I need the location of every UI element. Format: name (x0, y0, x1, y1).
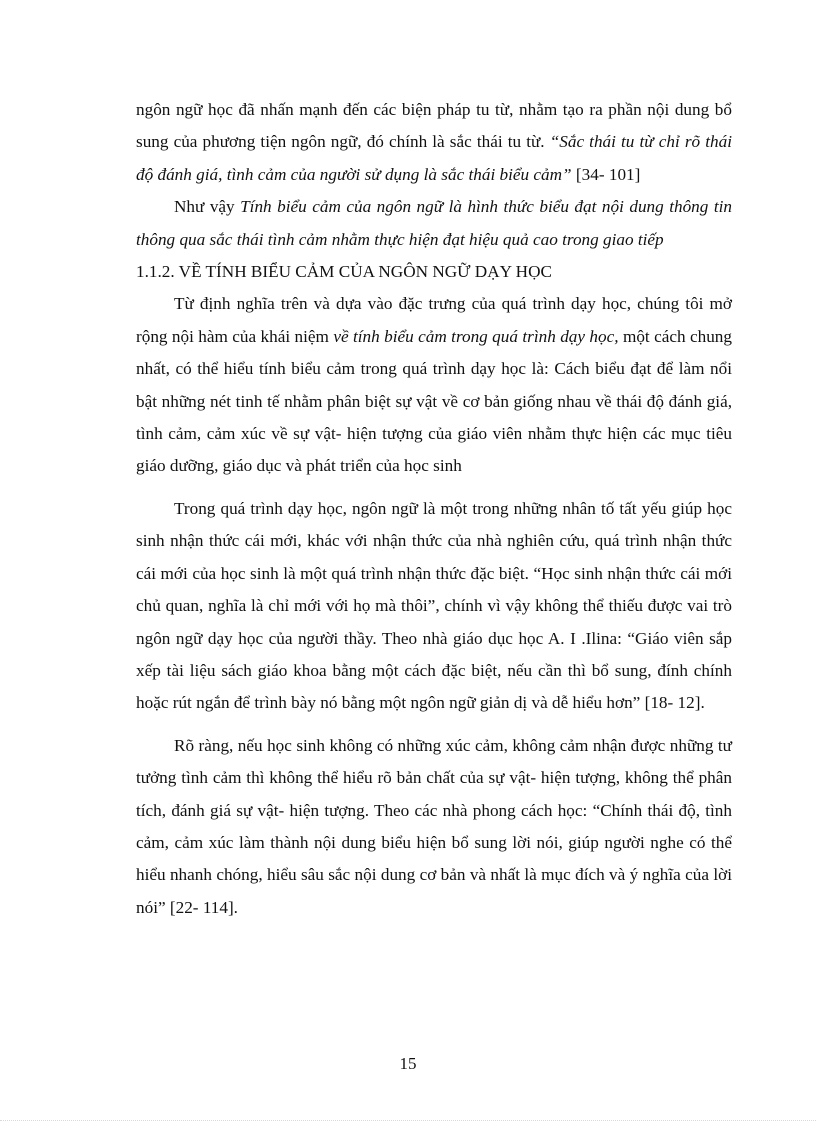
paragraph-3-italic-term: về tính biểu cảm trong quá trình dạy học, (333, 326, 619, 346)
paragraph-3-continuation: một cách chung nhất, có thể hiểu tính biểu cảm trong quá trình dạy học là: Cách biểu đạt để làm nổi bật những nét tinh tế nhằm phân biệt sự vật về cơ bản giống nhau về thái độ đánh giá, tình cảm, cảm xúc về sự vật- hiện tượng của giáo viên nhằm thực hiện các mục tiêu giáo dưỡng, giáo dục và phát triển của học sinh (136, 326, 732, 476)
paragraph-1-italic-quote: “Sắc thái tu từ chỉ rõ thái độ đánh giá, tình cảm của người sử dụng là sắc thái biểu cảm” (136, 132, 732, 184)
page-bottom-divider (0, 1120, 816, 1121)
paragraph-1-text: ngôn ngữ học đã nhấn mạnh đến các biện pháp tu từ, nhằm tạo ra phần nội dung bổ sung của phương tiện ngôn ngữ, đó chính là sắc thái tu từ. (136, 100, 732, 152)
paragraph-5: Rõ ràng, nếu học sinh không có những xúc cảm, không cảm nhận được những tư tưởng tình cảm thì không thể hiểu rõ bản chất của sự vật- hiện tượng, không thể phân tích, đánh giá sự vật- hiện tượng. Theo các nhà phong cách học: “Chính thái độ, tình cảm, cảm xúc làm thành nội dung biểu hiện bổ sung lời nói, giúp người nghe có thể hiểu nhanh chóng, hiểu sâu sắc nội dung cơ bản và nhất là mục đích và ý nghĩa của lời nói” [22- 114]. (136, 735, 732, 917)
paragraph-4: Trong quá trình dạy học, ngôn ngữ là một trong những nhân tố tất yếu giúp học sinh nhận thức cái mới, khác với nhận thức của nhà nghiên cứu, quá trình nhận thức cái mới của học sinh là một quá trình nhận thức đặc biệt. “Học sinh nhận thức cái mới chủ quan, nghĩa là chỉ mới với họ mà thôi”, chính vì vậy không thể thiếu được vai trò ngôn ngữ dạy học của người thầy. Theo nhà giáo dục học A. I .Ilina: “Giáo viên sắp xếp tài liệu sách giáo khoa bằng một cách đặc biệt, nếu cần thì bổ sung, đính chính hoặc rút ngắn để trình bày nó bằng một ngôn ngữ giản dị và dễ hiểu hơn” [18- 12]. (136, 498, 732, 713)
paragraph-3 (136, 288, 732, 482)
paragraph-1-citation: [34- 101] (571, 164, 641, 184)
paragraph-2 (136, 191, 732, 256)
document-body (136, 94, 732, 924)
paragraph-2-text: Như vậy (174, 197, 241, 217)
section-heading: 1.1.2. VỀ TÍNH BIỂU CẢM CỦA NGÔN NGỮ DẠY HỌC (136, 262, 552, 282)
paragraph-2-italic-definition: Tính biểu cảm của ngôn ngữ là hình thức biểu đạt nội dung thông tin thông qua sắc thái tình cảm nhằm thực hiện đạt hiệu quả cao trong giao tiếp (136, 197, 732, 249)
page-number: 15 (399, 1054, 417, 1073)
paragraph-1 (136, 94, 732, 191)
paragraph-3-text: Từ định nghĩa trên và dựa vào đặc trưng của quá trình dạy học, chúng tôi mở rộng nội hàm của khái niệm (136, 294, 732, 346)
